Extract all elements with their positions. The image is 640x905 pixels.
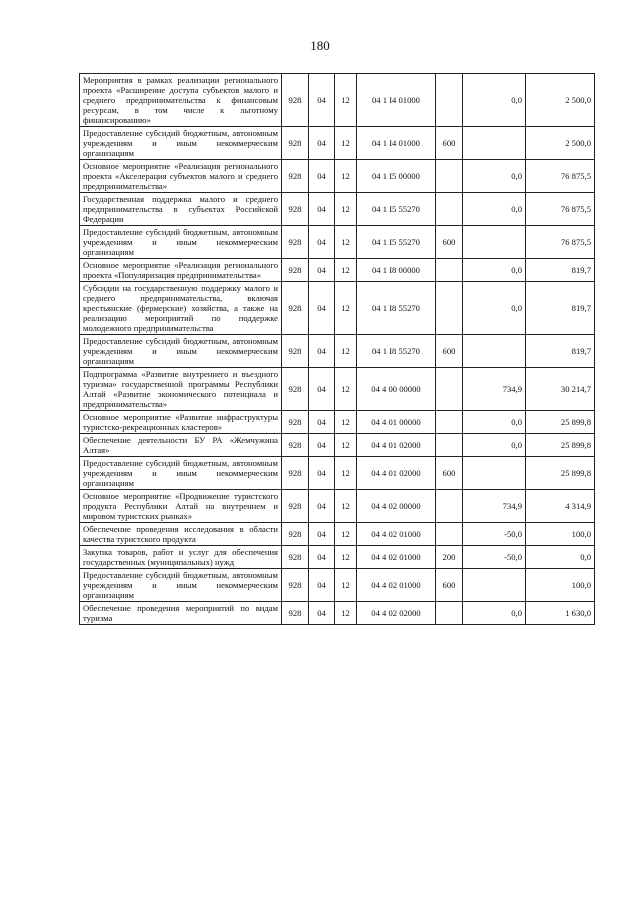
target-article-cell: 04 4 00 00000 — [357, 368, 436, 411]
section-cell: 04 — [309, 546, 335, 569]
expense-name-cell: Основное мероприятие «Реализация регионального проекта «Популяризация предпринимательства» — [80, 259, 282, 282]
subsection-cell: 12 — [335, 523, 357, 546]
expense-name-cell: Мероприятия в рамках реализации регионального проекта «Расширение доступа субъектов малого и среднего предпринимательства к финансовым ресурсам, в том числе к льготному финансированию» — [80, 74, 282, 127]
change-amount-cell: -50,0 — [463, 523, 526, 546]
change-amount-cell — [463, 569, 526, 602]
table-row — [80, 602, 595, 625]
section-cell: 04 — [309, 127, 335, 160]
expense-type-cell — [436, 490, 463, 523]
subsection-cell: 12 — [335, 282, 357, 335]
section-cell: 04 — [309, 569, 335, 602]
grbs-cell: 928 — [282, 127, 309, 160]
expense-name-cell: Обеспечение деятельности БУ РА «Жемчужина Алтая» — [80, 434, 282, 457]
target-article-cell: 04 4 01 02000 — [357, 457, 436, 490]
expense-name-cell: Закупка товаров, работ и услуг для обеспечения государственных (муниципальных) нужд — [80, 546, 282, 569]
change-amount-cell — [463, 127, 526, 160]
grbs-cell: 928 — [282, 226, 309, 259]
subsection-cell: 12 — [335, 490, 357, 523]
subsection-cell: 12 — [335, 457, 357, 490]
change-amount-cell: -50,0 — [463, 546, 526, 569]
table-row — [80, 193, 595, 226]
section-cell: 04 — [309, 368, 335, 411]
subsection-cell: 12 — [335, 193, 357, 226]
grbs-cell: 928 — [282, 160, 309, 193]
change-amount-cell: 0,0 — [463, 74, 526, 127]
total-amount-cell: 2 500,0 — [526, 127, 595, 160]
table-row — [80, 434, 595, 457]
subsection-cell: 12 — [335, 335, 357, 368]
subsection-cell: 12 — [335, 602, 357, 625]
expense-type-cell — [436, 282, 463, 335]
expense-type-cell — [436, 368, 463, 411]
expense-name-cell: Обеспечение проведения мероприятий по видам туризма — [80, 602, 282, 625]
page-number: 180 — [310, 38, 330, 53]
target-article-cell: 04 4 01 00000 — [357, 411, 436, 434]
table-row — [80, 457, 595, 490]
subsection-cell: 12 — [335, 74, 357, 127]
total-amount-cell: 0,0 — [526, 546, 595, 569]
section-cell: 04 — [309, 457, 335, 490]
subsection-cell: 12 — [335, 160, 357, 193]
expense-type-cell: 200 — [436, 546, 463, 569]
target-article-cell: 04 4 02 01000 — [357, 546, 436, 569]
expense-name-cell: Государственная поддержка малого и среднего предпринимательства в субъектах Российской Федерации — [80, 193, 282, 226]
section-cell: 04 — [309, 160, 335, 193]
target-article-cell: 04 4 02 02000 — [357, 602, 436, 625]
grbs-cell: 928 — [282, 368, 309, 411]
table-row — [80, 226, 595, 259]
target-article-cell: 04 1 I5 55270 — [357, 226, 436, 259]
table-row — [80, 569, 595, 602]
total-amount-cell: 4 314,9 — [526, 490, 595, 523]
subsection-cell: 12 — [335, 434, 357, 457]
grbs-cell: 928 — [282, 490, 309, 523]
target-article-cell: 04 4 01 02000 — [357, 434, 436, 457]
expense-name-cell: Предоставление субсидий бюджетным, автономным учреждениям и иным некоммерческим организациям — [80, 457, 282, 490]
target-article-cell: 04 1 I4 01000 — [357, 74, 436, 127]
total-amount-cell: 100,0 — [526, 569, 595, 602]
grbs-cell: 928 — [282, 193, 309, 226]
section-cell: 04 — [309, 74, 335, 127]
target-article-cell: 04 4 02 00000 — [357, 490, 436, 523]
section-cell: 04 — [309, 490, 335, 523]
total-amount-cell: 30 214,7 — [526, 368, 595, 411]
table-row — [80, 259, 595, 282]
expense-type-cell: 600 — [436, 226, 463, 259]
change-amount-cell — [463, 457, 526, 490]
total-amount-cell: 76 875,5 — [526, 193, 595, 226]
change-amount-cell: 0,0 — [463, 602, 526, 625]
grbs-cell: 928 — [282, 569, 309, 602]
section-cell: 04 — [309, 411, 335, 434]
change-amount-cell: 0,0 — [463, 259, 526, 282]
expense-type-cell — [436, 193, 463, 226]
change-amount-cell: 0,0 — [463, 411, 526, 434]
section-cell: 04 — [309, 523, 335, 546]
subsection-cell: 12 — [335, 226, 357, 259]
subsection-cell: 12 — [335, 569, 357, 602]
total-amount-cell: 25 899,8 — [526, 411, 595, 434]
expense-type-cell — [436, 523, 463, 546]
target-article-cell: 04 1 I8 00000 — [357, 259, 436, 282]
expense-type-cell: 600 — [436, 569, 463, 602]
grbs-cell: 928 — [282, 74, 309, 127]
total-amount-cell: 2 500,0 — [526, 74, 595, 127]
expense-type-cell — [436, 259, 463, 282]
expense-name-cell: Предоставление субсидий бюджетным, автономным учреждениям и иным некоммерческим организациям — [80, 226, 282, 259]
total-amount-cell: 819,7 — [526, 335, 595, 368]
total-amount-cell: 76 875,5 — [526, 160, 595, 193]
expense-name-cell: Предоставление субсидий бюджетным, автономным учреждениям и иным некоммерческим организациям — [80, 127, 282, 160]
table-row — [80, 523, 595, 546]
expense-name-cell: Обеспечение проведения исследования в области качества туристского продукта — [80, 523, 282, 546]
table-row — [80, 335, 595, 368]
section-cell: 04 — [309, 434, 335, 457]
target-article-cell: 04 4 02 01000 — [357, 569, 436, 602]
subsection-cell: 12 — [335, 127, 357, 160]
expense-name-cell: Предоставление субсидий бюджетным, автономным учреждениям и иным некоммерческим организациям — [80, 569, 282, 602]
grbs-cell: 928 — [282, 259, 309, 282]
expense-name-cell: Предоставление субсидий бюджетным, автономным учреждениям и иным некоммерческим организациям — [80, 335, 282, 368]
grbs-cell: 928 — [282, 282, 309, 335]
grbs-cell: 928 — [282, 457, 309, 490]
change-amount-cell: 734,9 — [463, 368, 526, 411]
expense-type-cell — [436, 411, 463, 434]
expense-type-cell — [436, 74, 463, 127]
expense-type-cell: 600 — [436, 127, 463, 160]
total-amount-cell: 25 899,8 — [526, 457, 595, 490]
expense-type-cell — [436, 160, 463, 193]
expense-name-cell: Основное мероприятие «Реализация регионального проекта «Акселерация субъектов малого и среднего предпринимательства» — [80, 160, 282, 193]
table-row — [80, 368, 595, 411]
total-amount-cell: 1 630,0 — [526, 602, 595, 625]
expense-type-cell — [436, 434, 463, 457]
section-cell: 04 — [309, 226, 335, 259]
change-amount-cell: 0,0 — [463, 193, 526, 226]
subsection-cell: 12 — [335, 546, 357, 569]
expense-name-cell: Подпрограмма «Развитие внутреннего и въездного туризма» государственной программы Республики Алтай «Развитие экономического потенциала и предпринимательства» — [80, 368, 282, 411]
grbs-cell: 928 — [282, 546, 309, 569]
grbs-cell: 928 — [282, 523, 309, 546]
section-cell: 04 — [309, 602, 335, 625]
subsection-cell: 12 — [335, 368, 357, 411]
expense-name-cell: Субсидии на государственную поддержку малого и среднего предпринимательства, включая крестьянские (фермерские) хозяйства, а также на реализацию мероприятий по поддержке молодежного предпринимательства — [80, 282, 282, 335]
table-row — [80, 127, 595, 160]
table-row — [80, 282, 595, 335]
total-amount-cell: 819,7 — [526, 259, 595, 282]
section-cell: 04 — [309, 282, 335, 335]
budget-table — [79, 73, 595, 625]
target-article-cell: 04 1 I5 55270 — [357, 193, 436, 226]
section-cell: 04 — [309, 259, 335, 282]
expense-name-cell: Основное мероприятие «Развитие инфраструктуры туристско-рекреационных кластеров» — [80, 411, 282, 434]
target-article-cell: 04 4 02 01000 — [357, 523, 436, 546]
target-article-cell: 04 1 I5 00000 — [357, 160, 436, 193]
change-amount-cell — [463, 226, 526, 259]
subsection-cell: 12 — [335, 411, 357, 434]
change-amount-cell — [463, 335, 526, 368]
target-article-cell: 04 1 I8 55270 — [357, 282, 436, 335]
table-row — [80, 74, 595, 127]
total-amount-cell: 819,7 — [526, 282, 595, 335]
grbs-cell: 928 — [282, 602, 309, 625]
total-amount-cell: 76 875,5 — [526, 226, 595, 259]
total-amount-cell: 25 899,8 — [526, 434, 595, 457]
expense-type-cell: 600 — [436, 457, 463, 490]
grbs-cell: 928 — [282, 411, 309, 434]
change-amount-cell: 0,0 — [463, 282, 526, 335]
subsection-cell: 12 — [335, 259, 357, 282]
section-cell: 04 — [309, 193, 335, 226]
total-amount-cell: 100,0 — [526, 523, 595, 546]
change-amount-cell: 0,0 — [463, 160, 526, 193]
grbs-cell: 928 — [282, 434, 309, 457]
change-amount-cell: 0,0 — [463, 434, 526, 457]
change-amount-cell: 734,9 — [463, 490, 526, 523]
expense-type-cell: 600 — [436, 335, 463, 368]
grbs-cell: 928 — [282, 335, 309, 368]
table-row — [80, 546, 595, 569]
expense-name-cell: Основное мероприятие «Продвижение туристского продукта Республики Алтай на внутреннем и мировом туристских рынках» — [80, 490, 282, 523]
table-row — [80, 490, 595, 523]
target-article-cell: 04 1 I8 55270 — [357, 335, 436, 368]
table-row — [80, 411, 595, 434]
table-row — [80, 160, 595, 193]
target-article-cell: 04 1 I4 01000 — [357, 127, 436, 160]
section-cell: 04 — [309, 335, 335, 368]
expense-type-cell — [436, 602, 463, 625]
table-body — [80, 74, 595, 625]
